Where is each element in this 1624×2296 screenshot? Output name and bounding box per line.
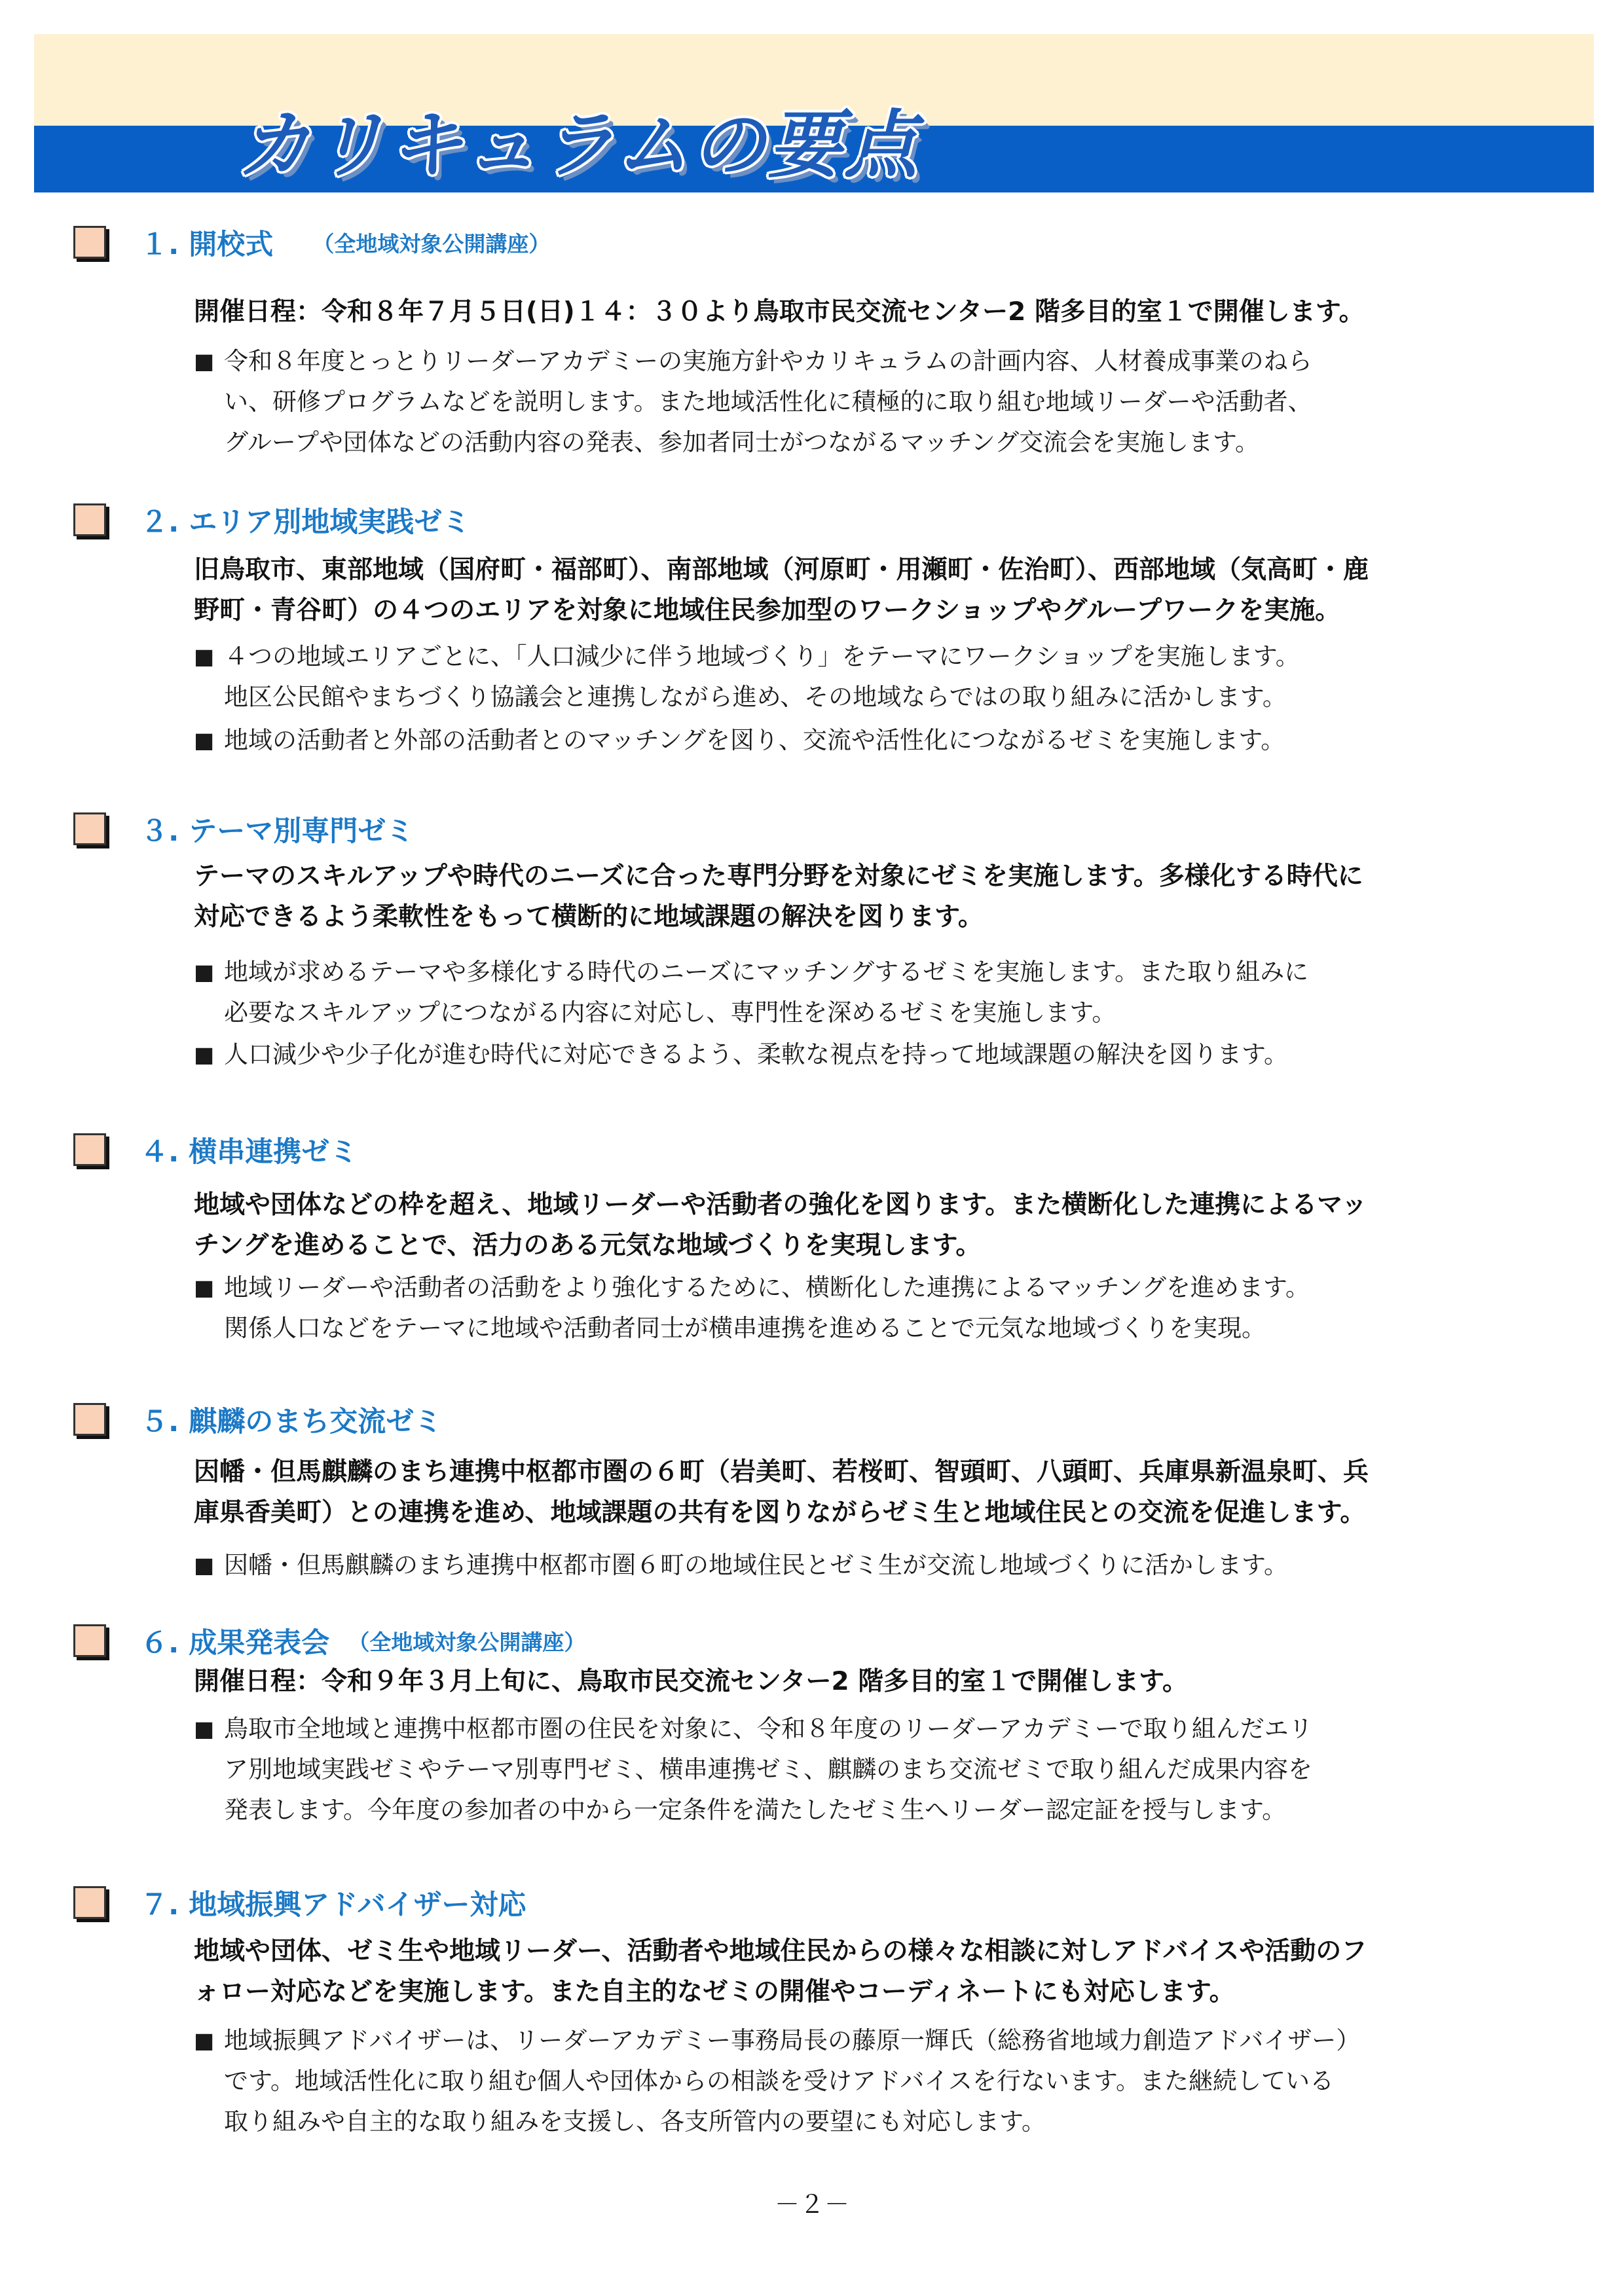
list-item: ■ 地域の活動者と外部の活動者とのマッチングを図り、交流や活性化につながるゼミを実施します。 xyxy=(194,720,1556,761)
section-subtitle: （全地域対象公開講座） xyxy=(312,230,551,257)
section-title: ７. 地域振興アドバイザー対応 xyxy=(140,1888,526,1922)
section-lead: テーマのスキルアップや時代のニーズに合った専門分野を対象にゼミを実施します。多様化する時代に 対応できるよう柔軟性をもって横断的に地域課題の解決を図ります。 xyxy=(194,862,1363,932)
checkbox-icon xyxy=(73,226,106,259)
section-lead: 旧鳥取市、東部地域（国府町・福部町）、南部地域（河原町・用瀬町・佐治町）、西部地域（気高町・鹿 野町・青谷町）の４つのエリアを対象に地域住民参加型のワークショップやグループワークを実施。 xyxy=(194,555,1369,625)
section-lead: 因幡・但馬麒麟のまち連携中枢都市圏の６町（岩美町、若桜町、智頭町、八頭町、兵庫県新温泉町、兵 庫県香美町）との連携を進め、地域課題の共有を図りながらゼミ生と地域住民との交流を促進します。 xyxy=(194,1457,1369,1527)
list-item: ■ ４つの地域エリアごとに、「人口減少に伴う地域づくり」をテーマにワークショップを実施します。 地区公民館やまちづくり協議会と連携しながら進め、その地域ならではの取り組みに活かします。 xyxy=(194,636,1556,718)
section-heading xyxy=(73,809,414,848)
page-title: カリキュラムの要点 xyxy=(237,103,920,188)
list-item: ■ 令和８年度とっとりリーダーアカデミーの実施方針やカリキュラムの計画内容、人材養成事業のねら い、研修プログラムなどを説明します。また地域活性化に積極的に取り組む地域リーダーや活動者、 グループや団体などの活動内容の発表、参加者同士がつながるマッチング交流会を実施します。 xyxy=(194,341,1556,463)
section-lead: 開催日程：令和８年７月５日(日)１４：３０より鳥取市民交流センター2 階多目的室１で開催します。 xyxy=(194,297,1365,327)
title-banner xyxy=(34,34,1594,192)
checkbox-icon xyxy=(73,812,106,845)
bullet-square-icon: ■ xyxy=(194,1552,215,1578)
bullet-square-icon: ■ xyxy=(194,1042,215,1067)
checkbox-icon xyxy=(73,1403,106,1436)
bullet-square-icon: ■ xyxy=(194,2028,215,2053)
section-title: ６. 成果発表会 xyxy=(140,1626,330,1660)
section-heading xyxy=(73,1400,442,1439)
bullet-square-icon: ■ xyxy=(194,727,215,753)
bullet-square-icon: ■ xyxy=(194,1275,215,1300)
section-heading xyxy=(73,1883,526,1922)
checkbox-icon xyxy=(73,1133,106,1166)
section-subtitle: （全地域対象公開講座） xyxy=(348,1629,586,1655)
checkbox-icon xyxy=(73,1886,106,1919)
checkbox-icon xyxy=(73,1624,106,1657)
page-number: －２－ xyxy=(774,2190,849,2219)
checkbox-icon xyxy=(73,503,106,536)
list-item: ■ 地域振興アドバイザーは、リーダーアカデミー事務局長の藤原一輝氏（総務省地域力創造アドバイザー） です。地域活性化に取り組む個人や団体からの相談を受けアドバイスを行ないます。また継続している 取り組みや自主的な取り組みを支援し、各支所管内の要望にも対応します。 xyxy=(194,2020,1556,2142)
bullet-square-icon: ■ xyxy=(194,1716,215,1741)
list-item: ■ 因幡・但馬麒麟のまち連携中枢都市圏６町の地域住民とゼミ生が交流し地域づくりに活かします。 xyxy=(194,1545,1556,1586)
section-heading xyxy=(73,1130,358,1169)
section-title: ３. テーマ別専門ゼミ xyxy=(140,814,415,848)
section-heading xyxy=(73,223,550,262)
section-lead: 開催日程：令和９年３月上旬に、鳥取市民交流センター2 階多目的室１で開催します。 xyxy=(194,1667,1189,1696)
section-title: ４. 横串連携ゼミ xyxy=(140,1135,358,1169)
bullet-square-icon: ■ xyxy=(194,348,215,374)
section-title: ２. エリア別地域実践ゼミ xyxy=(140,505,471,539)
list-item: ■ 鳥取市全地域と連携中枢都市圏の住民を対象に、令和８年度のリーダーアカデミーで取り組んだエリ ア別地域実践ゼミやテーマ別専門ゼミ、横串連携ゼミ、麒麟のまち交流ゼミで取り組んだ成果内容を 発表します。今年度の参加者の中から一定条件を満たしたゼミ生へリーダー認定証を授与します。 xyxy=(194,1709,1556,1831)
section-lead: 地域や団体などの枠を超え、地域リーダーや活動者の強化を図ります。また横断化した連携によるマッ チングを進めることで、活力のある元気な地域づくりを実現します。 xyxy=(194,1190,1367,1260)
bullet-square-icon: ■ xyxy=(194,959,215,985)
section-heading xyxy=(73,1621,585,1660)
list-item: ■ 地域リーダーや活動者の活動をより強化するために、横断化した連携によるマッチングを進めます。 関係人口などをテーマに地域や活動者同士が横串連携を進めることで元気な地域づくりを実現。 xyxy=(194,1267,1556,1349)
section-heading xyxy=(73,500,470,539)
bullet-square-icon: ■ xyxy=(194,644,215,669)
section-title: ５. 麒麟のまち交流ゼミ xyxy=(140,1405,443,1438)
list-item: ■ 地域が求めるテーマや多様化する時代のニーズにマッチングするゼミを実施します。また取り組みに 必要なスキルアップにつながる内容に対応し、専門性を深めるゼミを実施します。 xyxy=(194,952,1556,1033)
section-lead: 地域や団体、ゼミ生や地域リーダー、活動者や地域住民からの様々な相談に対しアドバイスや活動のフ ォロー対応などを実施します。また自主的なゼミの開催やコーディネートにも対応します。 xyxy=(194,1937,1367,2007)
section-title: １. 開校式 xyxy=(140,228,274,261)
list-item: ■ 人口減少や少子化が進む時代に対応できるよう、柔軟な視点を持って地域課題の解決を図ります。 xyxy=(194,1034,1556,1075)
